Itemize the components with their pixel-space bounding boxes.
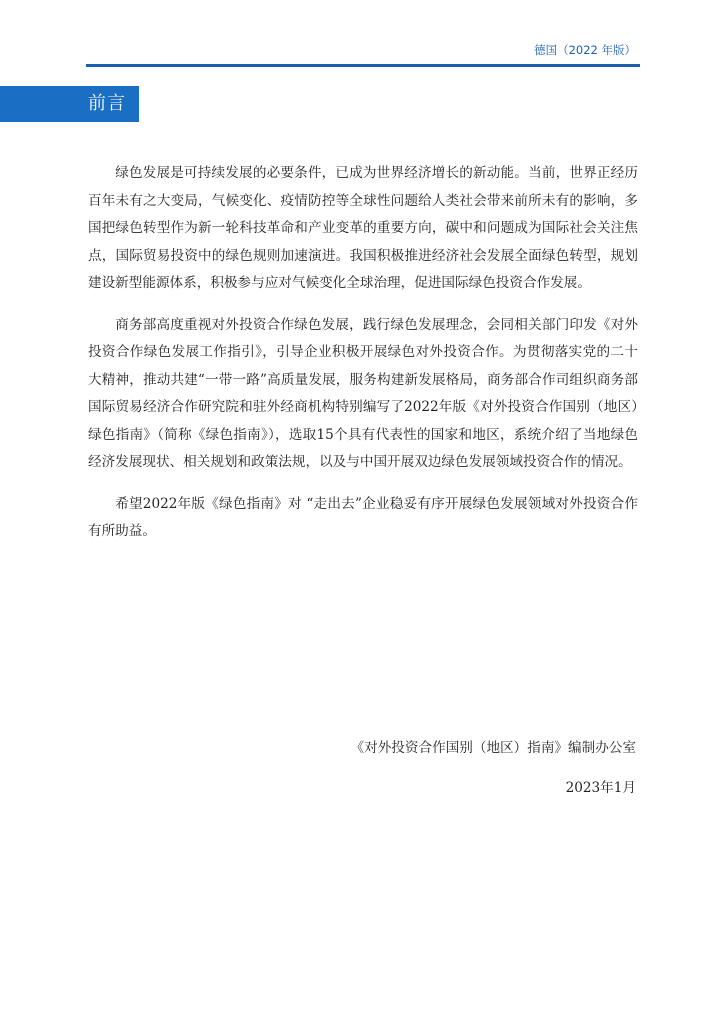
paragraph-2: 商务部高度重视对外投资合作绿色发展，践行绿色发展理念，会同相关部门印发《对外投资合作绿色发展工作指引》，引导企业积极开展绿色对外投资合作。为贯彻落实党的二十大精神，推动共建“一带一路”高质量发展，服务构建新发展格局，商务部合作司组织商务部国际贸易经济合作研究院和驻外经商机构特别编写了2022年版《对外投资合作国别（地区）绿色指南》（简称《绿色指南》），选取15个具有代表性的国家和地区，系统介绍了当地绿色经济发展现状、相关规划和政策法规，以及与中国开展双边绿色发展领域投资合作的情况。 <box>88 316 638 470</box>
header-divider <box>86 64 640 67</box>
section-title: 前言 <box>88 93 126 114</box>
signature-organization: 《对外投资合作国别（地区）指南》编制办公室 <box>350 740 636 756</box>
signature-date: 2023年1月 <box>565 780 636 796</box>
paragraph-3: 希望2022年版《绿色指南》对 “走出去”企业稳妥有序开展绿色发展领域对外投资合作有所助益。 <box>88 495 638 539</box>
running-header: 德国（2022 年版） <box>534 43 636 57</box>
signature-block <box>351 738 636 798</box>
paragraph-1: 绿色发展是可持续发展的必要条件，已成为世界经济增长的新动能。当前，世界正经历百年未有之大变局，气候变化、疫情防控等全球性问题给人类社会带来前所未有的影响，多国把绿色转型作为新一轮科技革命和产业变革的重要方向，碳中和问题成为国际社会关注焦点，国际贸易投资中的绿色规则加速演进。我国积极推进经济社会发展全面绿色转型，规划建设新型能源体系，积极参与应对气候变化全球治理，促进国际绿色投资合作发展。 <box>88 165 638 291</box>
preface-body <box>88 160 638 560</box>
